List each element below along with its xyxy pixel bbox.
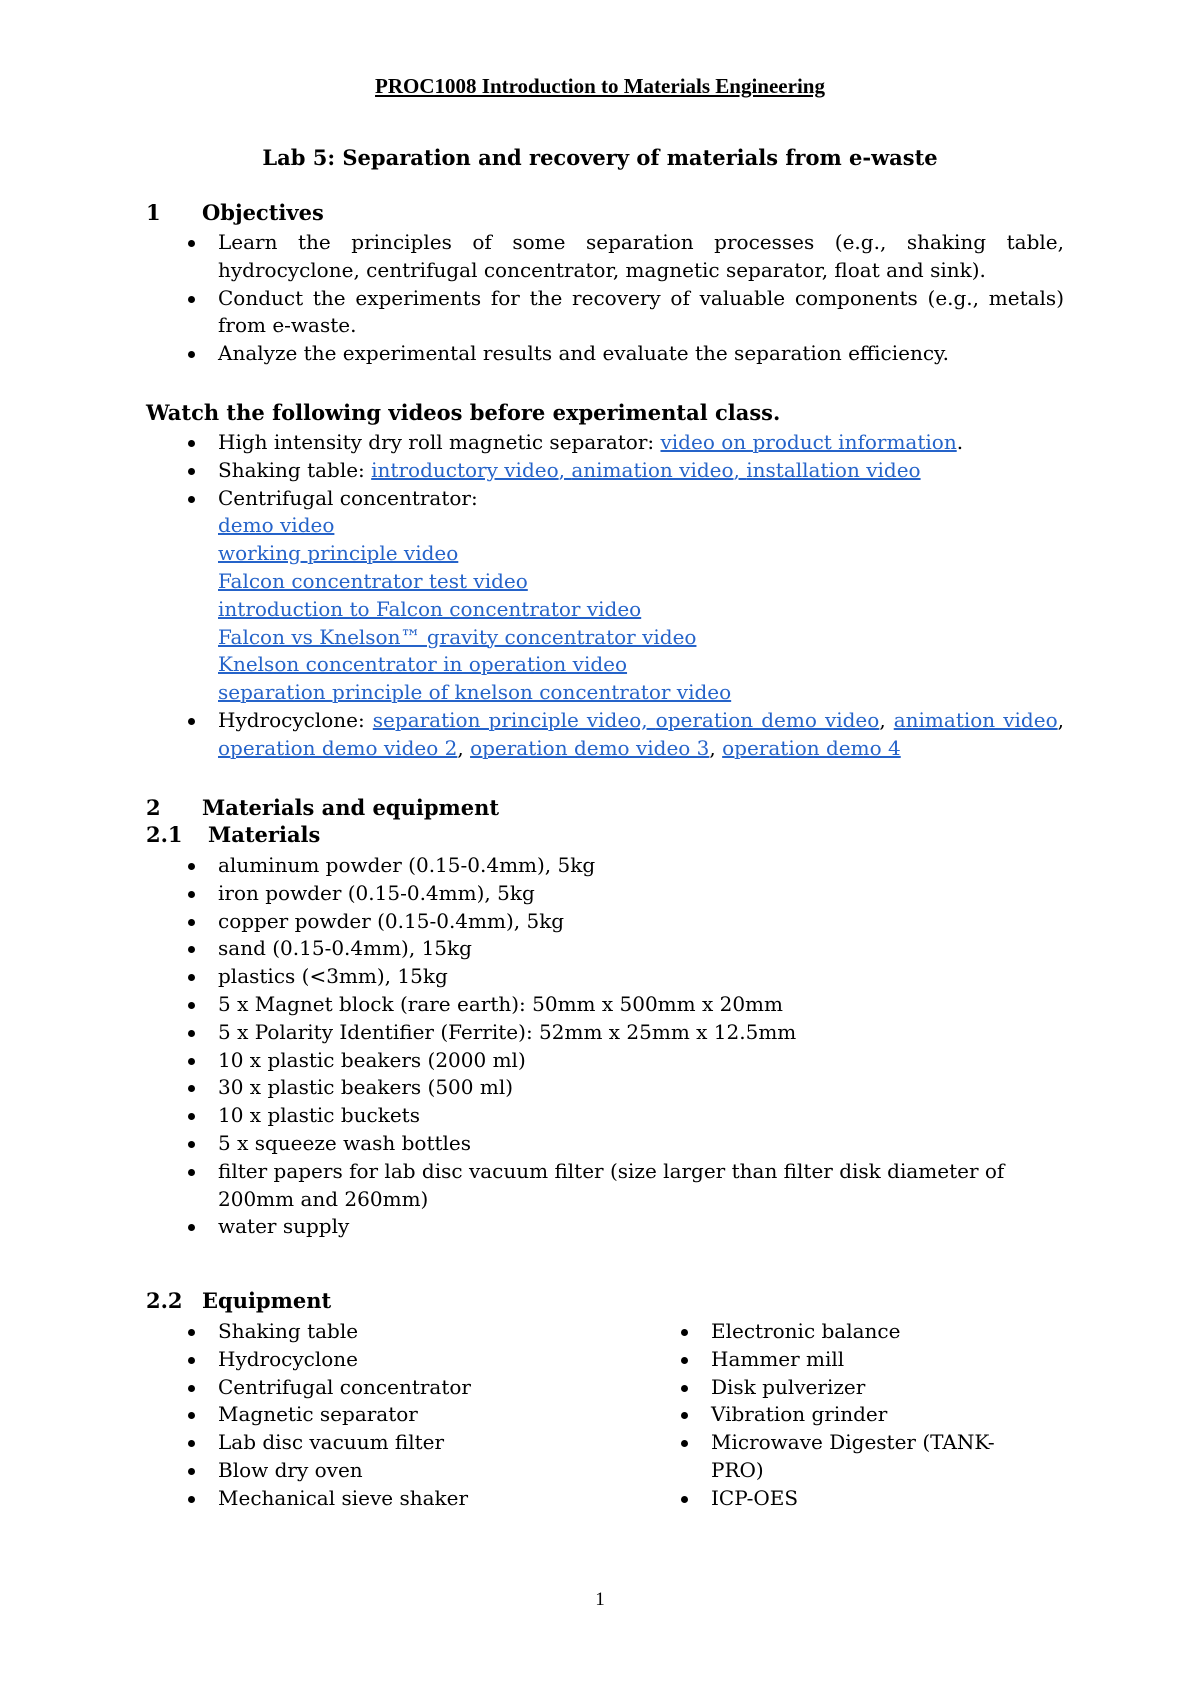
subsection-2-2-heading bbox=[146, 1288, 331, 1313]
video-link[interactable]: Knelson concentrator in operation video bbox=[218, 652, 628, 677]
separator: , bbox=[1057, 707, 1064, 732]
list-item: ICP-OES bbox=[677, 1485, 1047, 1513]
lab-title: Lab 5: Separation and recovery of materials from e-waste bbox=[262, 145, 938, 170]
link-text: installation video bbox=[746, 457, 921, 482]
list-item: iron powder (0.15-0.4mm), 5kg bbox=[184, 880, 1064, 908]
item-label: Hydrocyclone: bbox=[218, 707, 373, 732]
list-item bbox=[184, 707, 1064, 763]
list-item: Mechanical sieve shaker bbox=[184, 1485, 644, 1513]
link-text: animation video bbox=[571, 457, 734, 482]
list-item: Conduct the experiments for the recovery of valuable components (e.g., metals) from e-waste. bbox=[184, 285, 1064, 341]
link-text: introductory video bbox=[371, 457, 559, 482]
list-item: Electronic balance bbox=[677, 1318, 1047, 1346]
video-link[interactable]: Falcon vs Knelson™ gravity concentrator video bbox=[218, 624, 697, 649]
section-2-heading bbox=[146, 795, 499, 820]
punctuation: . bbox=[956, 430, 964, 454]
video-link[interactable]: operation demo 4 bbox=[722, 735, 901, 760]
section-title: Objectives bbox=[202, 200, 324, 225]
list-item bbox=[184, 485, 1064, 707]
video-link[interactable]: Falcon concentrator test video bbox=[218, 568, 528, 593]
video-link[interactable]: operation demo video bbox=[655, 707, 880, 732]
list-item bbox=[184, 457, 1064, 485]
item-label: Centrifugal concentrator: bbox=[218, 485, 478, 510]
list-item: Hydrocyclone bbox=[184, 1346, 644, 1374]
objectives-list bbox=[184, 229, 1064, 368]
list-item: 10 x plastic beakers (2000 ml) bbox=[184, 1047, 1064, 1075]
list-item: Learn the principles of some separation processes (e.g., shaking table, hydrocyclone, centrifugal concentrator, magnetic separator, float and sink). bbox=[184, 229, 1064, 285]
item-label: High intensity dry roll magnetic separator: bbox=[218, 430, 661, 454]
list-item: Disk pulverizer bbox=[677, 1374, 1047, 1402]
list-item: filter papers for lab disc vacuum filter (size larger than filter disk diameter of 200mm and 260mm) bbox=[184, 1158, 1064, 1214]
list-item: Blow dry oven bbox=[184, 1457, 644, 1485]
list-item: 5 x squeeze wash bottles bbox=[184, 1130, 1064, 1158]
list-item: sand (0.15-0.4mm), 15kg bbox=[184, 935, 1064, 963]
separator: , bbox=[709, 735, 723, 760]
separator: , bbox=[457, 735, 471, 760]
list-item: Hammer mill bbox=[677, 1346, 1047, 1374]
section-1-heading bbox=[146, 200, 324, 225]
list-item: aluminum powder (0.15-0.4mm), 5kg bbox=[184, 852, 1064, 880]
video-link[interactable]: working principle video bbox=[218, 541, 459, 566]
course-title: PROC1008 Introduction to Materials Engineering bbox=[375, 74, 825, 98]
section-title: Materials and equipment bbox=[202, 795, 500, 820]
equipment-list-right bbox=[677, 1318, 1047, 1513]
list-item: Vibration grinder bbox=[677, 1401, 1047, 1429]
videos-list bbox=[184, 429, 1064, 763]
list-item bbox=[184, 429, 1064, 457]
list-item: 30 x plastic beakers (500 ml) bbox=[184, 1074, 1064, 1102]
materials-list bbox=[184, 852, 1064, 1241]
section-title: Equipment bbox=[202, 1288, 332, 1313]
item-label: Shaking table: bbox=[218, 457, 372, 482]
list-item: Lab disc vacuum filter bbox=[184, 1429, 644, 1457]
separator: , bbox=[733, 457, 747, 482]
video-link[interactable]: operation demo video 2 bbox=[218, 735, 458, 760]
videos-heading: Watch the following videos before experimental class. bbox=[146, 400, 781, 425]
list-item: Microwave Digester (TANK-PRO) bbox=[677, 1429, 1047, 1485]
section-title: Materials bbox=[208, 822, 321, 847]
list-item: 5 x Polarity Identifier (Ferrite): 52mm x 25mm x 12.5mm bbox=[184, 1019, 1064, 1047]
video-link[interactable]: separation principle video, bbox=[372, 707, 656, 732]
video-link[interactable]: introduction to Falcon concentrator video bbox=[218, 596, 642, 621]
list-item: 5 x Magnet block (rare earth): 50mm x 500mm x 20mm bbox=[184, 991, 1064, 1019]
video-link[interactable]: video on product information bbox=[660, 430, 957, 454]
separator: , bbox=[558, 457, 572, 482]
video-link[interactable]: separation principle of knelson concentrator video bbox=[218, 680, 732, 705]
list-item: water supply bbox=[184, 1213, 1064, 1241]
video-link[interactable]: animation video bbox=[893, 707, 1058, 732]
list-item: Centrifugal concentrator bbox=[184, 1374, 644, 1402]
section-number: 2.1 bbox=[146, 822, 183, 847]
video-link[interactable] bbox=[371, 458, 920, 482]
list-item: Analyze the experimental results and evaluate the separation efficiency. bbox=[184, 340, 1064, 368]
list-item: Shaking table bbox=[184, 1318, 644, 1346]
video-link[interactable]: operation demo video 3 bbox=[470, 735, 710, 760]
equipment-list-left bbox=[184, 1318, 644, 1513]
separator: , bbox=[879, 707, 894, 732]
section-number: 2 bbox=[146, 795, 161, 820]
list-item: Magnetic separator bbox=[184, 1401, 644, 1429]
section-number: 2.2 bbox=[146, 1288, 183, 1313]
video-link[interactable]: demo video bbox=[218, 513, 335, 538]
centrifugal-links bbox=[218, 512, 1064, 707]
list-item: plastics (<3mm), 15kg bbox=[184, 963, 1064, 991]
subsection-2-1-heading bbox=[146, 822, 320, 847]
list-item: copper powder (0.15-0.4mm), 5kg bbox=[184, 908, 1064, 936]
list-item: 10 x plastic buckets bbox=[184, 1102, 1064, 1130]
section-number: 1 bbox=[146, 200, 161, 225]
page-number: 1 bbox=[595, 1589, 605, 1610]
